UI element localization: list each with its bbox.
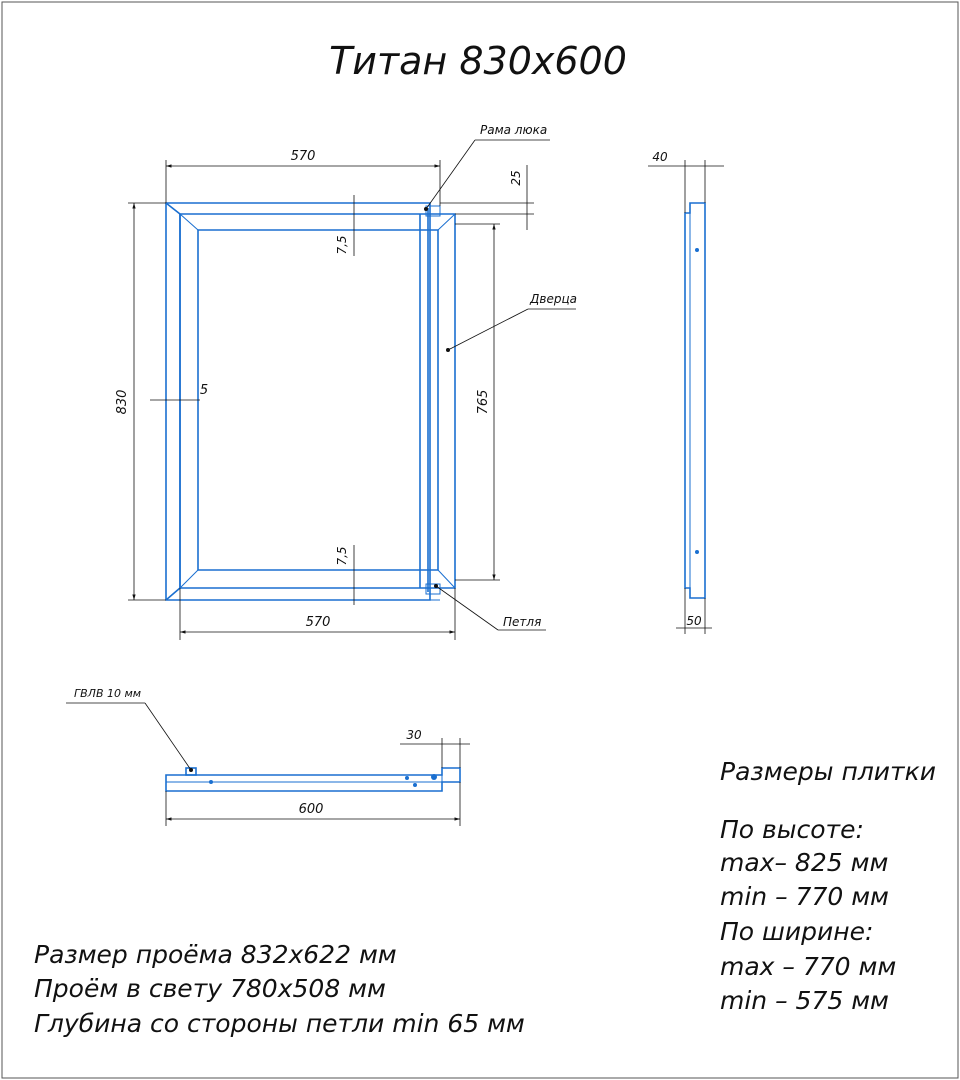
dim-bottom-570: 570 bbox=[305, 615, 331, 630]
frame-top-edge bbox=[355, 203, 430, 214]
tile-height-min: min – 770 мм bbox=[720, 882, 889, 911]
label-door: Дверца bbox=[530, 292, 577, 306]
leader-board bbox=[145, 703, 191, 770]
leader-door bbox=[448, 309, 528, 350]
dim-830: 830 bbox=[115, 389, 130, 415]
note-clear-opening: Проём в свету 780х508 мм bbox=[34, 974, 386, 1003]
top-view bbox=[66, 687, 470, 826]
tile-width-label: По ширине: bbox=[720, 917, 874, 946]
tile-heading: Размеры плитки bbox=[720, 757, 936, 786]
dim-7-5-bottom: 7,5 bbox=[335, 546, 349, 566]
leader-frame-dot bbox=[424, 207, 428, 211]
door-outer bbox=[180, 214, 455, 588]
leader-hinge-dot bbox=[434, 584, 438, 588]
top-fastener-a bbox=[405, 776, 409, 780]
side-fastener-top bbox=[695, 248, 699, 252]
note-min-depth: Глубина со стороны петли min 65 мм bbox=[34, 1009, 525, 1038]
tile-width-max: max – 770 мм bbox=[720, 952, 897, 981]
top-hinge-pin bbox=[431, 774, 437, 780]
tile-height-label: По высоте: bbox=[720, 815, 864, 844]
label-frame: Рама люка bbox=[480, 123, 548, 137]
side-fastener-bottom bbox=[695, 550, 699, 554]
dim-7-5-top: 7,5 bbox=[335, 235, 349, 255]
dim-600: 600 bbox=[298, 802, 324, 817]
frame-outer bbox=[166, 203, 430, 600]
door-inner bbox=[198, 230, 438, 570]
label-hinge: Петля bbox=[503, 615, 542, 629]
opening-notes bbox=[34, 940, 525, 1038]
leader-frame bbox=[426, 140, 475, 209]
side-view bbox=[648, 150, 724, 634]
tile-height-max: max– 825 мм bbox=[720, 848, 889, 877]
label-board: ГВЛВ 10 мм bbox=[74, 687, 142, 700]
top-fastener-b bbox=[413, 783, 417, 787]
note-opening-size: Размер проёма 832х622 мм bbox=[34, 940, 397, 969]
leader-board-dot bbox=[189, 768, 193, 772]
dim-25: 25 bbox=[509, 170, 523, 186]
front-view bbox=[115, 123, 577, 640]
side-body bbox=[685, 203, 705, 598]
dim-top-570: 570 bbox=[290, 149, 316, 164]
tile-width-min: min – 575 мм bbox=[720, 986, 889, 1015]
drawing-title: Титан 830х600 bbox=[329, 39, 627, 83]
leader-door-dot bbox=[446, 348, 450, 352]
top-fastener-left bbox=[209, 780, 213, 784]
dim-50: 50 bbox=[686, 614, 702, 628]
frame-inner-bevel bbox=[166, 203, 180, 600]
top-body bbox=[166, 768, 460, 791]
leader-hinge bbox=[436, 586, 498, 630]
door-bevels bbox=[180, 214, 455, 588]
dim-30: 30 bbox=[406, 728, 422, 742]
hinge-strip bbox=[420, 208, 428, 592]
tile-sizes-block bbox=[720, 757, 936, 1015]
dim-40: 40 bbox=[652, 150, 668, 164]
dim-5: 5 bbox=[199, 383, 209, 398]
dim-765: 765 bbox=[476, 389, 491, 415]
